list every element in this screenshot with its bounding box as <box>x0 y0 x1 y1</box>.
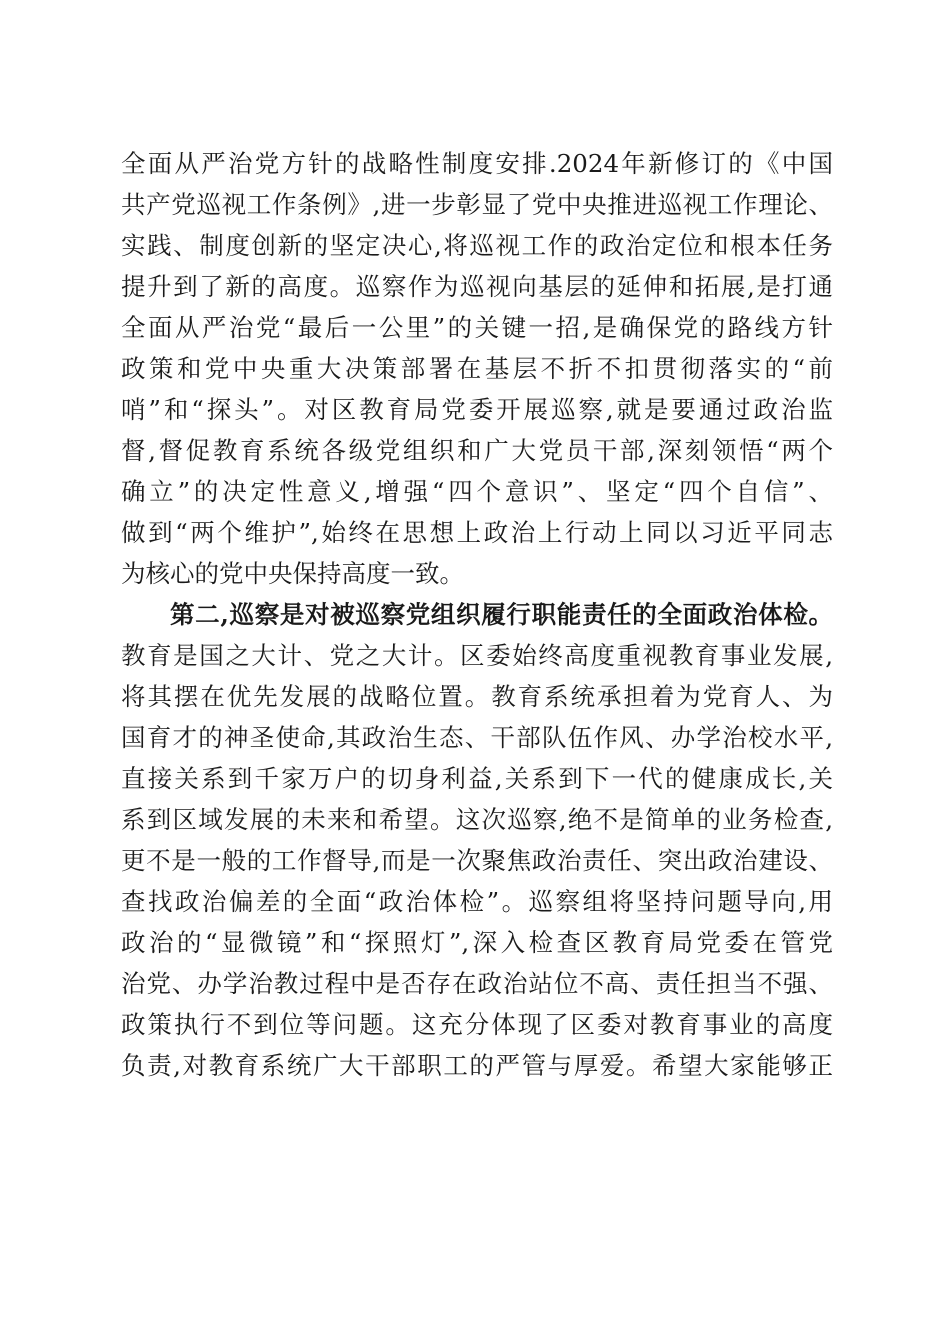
text-line: 系到区域发展的未来和希望。这次巡察,绝不是简单的业务检查, <box>121 805 833 834</box>
text-line: 查找政治偏差的全面“政治体检”。巡察组将坚持问题导向,用 <box>121 887 833 916</box>
body-text <box>121 143 833 1086</box>
section-heading: 第二,巡察是对被巡察党组织履行职能责任的全面政治体检。 <box>170 600 833 629</box>
text-line: 政策执行不到位等问题。这充分体现了区委对教育事业的高度 <box>121 1010 833 1039</box>
text-line: 为核心的党中央保持高度一致。 <box>121 559 464 588</box>
text-line: 全面从严治党方针的战略性制度安排.2024年新修订的《中国 <box>121 149 833 178</box>
text-line: 哨”和“探头”。对区教育局党委开展巡察,就是要通过政治监 <box>121 395 833 424</box>
text-line: 全面从严治党“最后一公里”的关键一招,是确保党的路线方针 <box>121 313 833 342</box>
text-line: 提升到了新的高度。巡察作为巡视向基层的延伸和拓展,是打通 <box>121 272 833 301</box>
text-line: 负责,对教育系统广大干部职工的严管与厚爱。希望大家能够正 <box>121 1051 833 1080</box>
text-line: 更不是一般的工作督导,而是一次聚焦政治责任、突出政治建设、 <box>121 846 833 875</box>
text-line: 督,督促教育系统各级党组织和广大党员干部,深刻领悟“两个 <box>121 436 833 465</box>
text-line: 政治的“显微镜”和“探照灯”,深入检查区教育局党委在管党 <box>121 928 833 957</box>
text-line: 将其摆在优先发展的战略位置。教育系统承担着为党育人、为 <box>121 682 833 711</box>
text-line: 做到“两个维护”,始终在思想上政治上行动上同以习近平同志 <box>121 518 833 547</box>
text-line: 共产党巡视工作条例》,进一步彰显了党中央推进巡视工作理论、 <box>121 190 833 219</box>
text-line: 实践、制度创新的坚定决心,将巡视工作的政治定位和根本任务 <box>121 231 833 260</box>
text-line: 政策和党中央重大决策部署在基层不折不扣贯彻落实的“前 <box>121 354 833 383</box>
text-line: 国育才的神圣使命,其政治生态、干部队伍作风、办学治校水平, <box>121 723 833 752</box>
text-line: 治党、办学治教过程中是否存在政治站位不高、责任担当不强、 <box>121 969 833 998</box>
text-line: 确立”的决定性意义,增强“四个意识”、坚定“四个自信”、 <box>121 477 833 506</box>
text-line: 直接关系到千家万户的切身利益,关系到下一代的健康成长,关 <box>121 764 833 793</box>
text-line: 教育是国之大计、党之大计。区委始终高度重视教育事业发展, <box>121 641 833 670</box>
